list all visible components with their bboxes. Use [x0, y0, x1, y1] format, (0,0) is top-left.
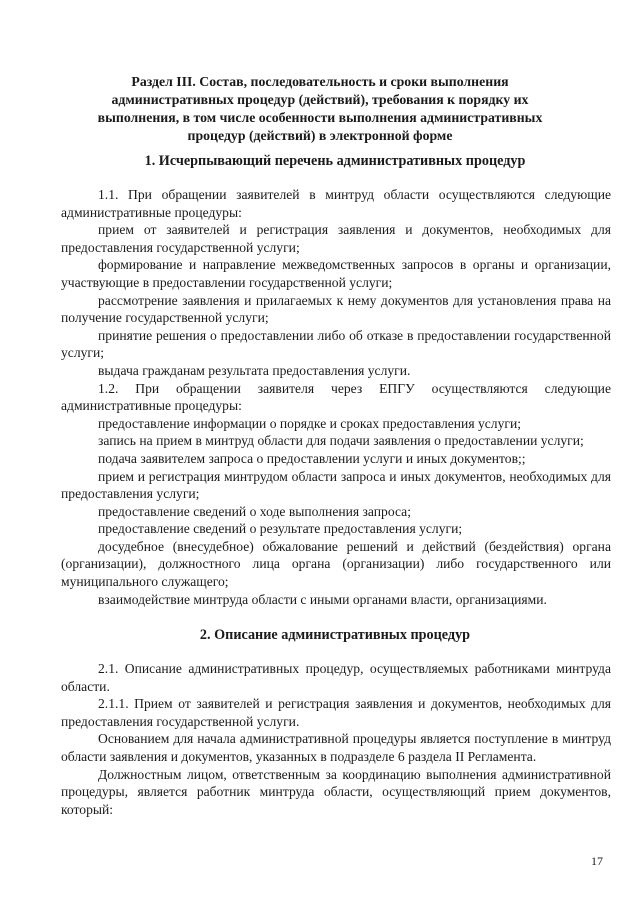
- subsection-2-title: 2. Описание административных процедур: [199, 627, 471, 643]
- paragraph: 1.2. При обращении заявителя через ЕПГУ осуществляются следующие административные процедуры:: [61, 380, 611, 414]
- paragraph: 2.1. Описание административных процедур, осуществляемых работниками минтруда области.: [61, 661, 611, 694]
- paragraph: предоставление сведений о ходе выполнения запроса;: [98, 503, 411, 519]
- paragraph: предоставление информации о порядке и сроках предоставления услуги;: [98, 415, 522, 431]
- paragraph: запись на прием в минтруд области для подачи заявления о предоставлении услуги;: [98, 433, 584, 449]
- subsection-1-body: [61, 186, 611, 608]
- subsection-1-title: 1. Исчерпывающий перечень административных процедур: [144, 153, 526, 169]
- paragraph: досудебное (внесудебное) обжалование решений и действий (бездействия) органа (организации), должностного лица органа (организации) либо государственного или муниципального служащего;: [61, 538, 611, 590]
- paragraph: 1.1. При обращении заявителей в минтруд области осуществляются следующие административные процедуры:: [61, 187, 611, 220]
- paragraph: 2.1.1. Прием от заявителей и регистрация заявления и документов, необходимых для предоставления государственной услуги.: [61, 696, 611, 729]
- paragraph: взаимодействие минтруда области с иными органами власти, организациями.: [98, 591, 547, 607]
- paragraph: подача заявителем запроса о предоставлении услуги и иных документов;;: [98, 450, 526, 466]
- paragraph: прием и регистрация минтрудом области запроса и иных документов, необходимых для предоставления услуги;: [61, 468, 611, 502]
- paragraph: рассмотрение заявления и прилагаемых к нему документов для установления права на получение государственной услуги;: [61, 292, 611, 326]
- paragraph: Должностным лицом, ответственным за координацию выполнения административной процедуры, является работник минтруда области, осуществляющий прием документов, который:: [61, 766, 611, 817]
- paragraph: выдача гражданам результата предоставления услуги.: [98, 362, 411, 378]
- subsection-2-body: [61, 660, 611, 818]
- paragraph: предоставление сведений о результате предоставления услуги;: [98, 521, 463, 537]
- section-title: Раздел III. Состав, последовательность и сроки выполнения административных процедур (действий), требования к порядку их выполнения, в том числе особенности выполнения административных процедур (действий) в электронной форме: [97, 74, 543, 143]
- paragraph: Основанием для начала административной процедуры является поступление в минтруд области заявления и документов, указанных в подразделе 6 раздела II Регламента.: [61, 731, 611, 764]
- paragraph: принятие решения о предоставлении либо об отказе в предоставлении государственной услуги;: [61, 327, 611, 361]
- paragraph: формирование и направление межведомственных запросов в органы и организации, участвующие в предоставлении государственной услуги;: [61, 257, 611, 290]
- page-number: 17: [591, 854, 603, 868]
- paragraph: прием от заявителей и регистрация заявления и документов, необходимых для предоставления государственной услуги;: [61, 222, 611, 255]
